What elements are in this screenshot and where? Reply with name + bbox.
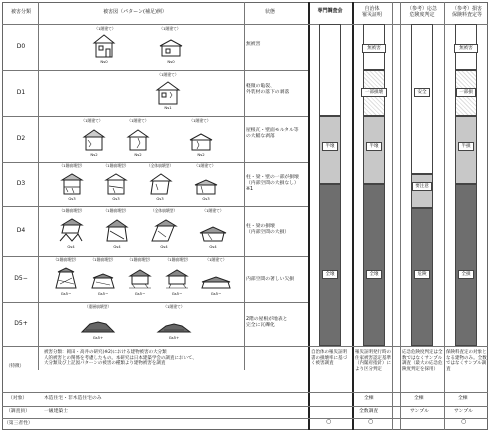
house-sub: Gs4: [160, 244, 168, 249]
house-caption: （1階建て）: [163, 304, 185, 309]
emergency-label-caution: 要注意: [412, 182, 432, 191]
row-label-d5-plus: D5+: [14, 319, 28, 327]
insurance-label-partial: 一部損: [456, 88, 476, 97]
footer-third-municipal: ○: [368, 418, 374, 425]
status-d5-plus: 2階の屋根が地表と 完全に瓦礫化: [246, 317, 288, 328]
house-caption: （2階崩壊型）: [59, 208, 85, 213]
house-heavy-damage-icon: [104, 172, 128, 196]
house-severe-damage-icon: [104, 217, 130, 243]
municipal-label-half: 半壊: [366, 142, 382, 151]
house-sub: Ns2: [90, 152, 98, 157]
house-rubble-icon: [80, 318, 116, 334]
emergency-label-safe: 安全: [414, 88, 430, 97]
footer-target-label: （対象）: [8, 396, 28, 401]
footer-survey-insurance: サンプル: [454, 409, 473, 414]
footer-survey-label: （調査員）: [6, 409, 30, 414]
row-label-d4: D4: [16, 226, 26, 234]
house-caption: （1階崩壊型）: [90, 257, 116, 262]
house-heavy-damage-icon: [60, 172, 84, 196]
house-sub: Gs5−: [97, 291, 109, 296]
house-collapse-icon: [164, 268, 190, 290]
house-caption: （1階崩壊型）: [103, 163, 129, 168]
header-status: 状態: [264, 9, 275, 16]
municipal-label-none: 無被害: [362, 44, 386, 53]
footer-target-value: 木造住宅・非木造住宅のみ: [44, 396, 102, 401]
house-caption: （1階建て）: [194, 163, 216, 168]
insurance-label-full: 全損: [458, 270, 474, 279]
house-moderate-damage-icon: [126, 128, 150, 152]
house-sub: Gs4: [67, 244, 75, 249]
house-caption: （1階崩壊型）: [103, 208, 129, 213]
row-label-d3: D3: [16, 179, 26, 187]
footer-third-insurance: ○: [461, 418, 467, 425]
insurance-label-half: 半損: [458, 142, 474, 151]
house-collapse-icon: [127, 268, 153, 290]
house-sub: Ns2: [197, 152, 205, 157]
expert-band-none: [319, 24, 341, 116]
expert-band-full: [319, 184, 341, 346]
house-caption: （1階建て）: [202, 208, 224, 213]
house-collapse-icon: [200, 276, 232, 290]
emergency-label-danger: 危険: [414, 270, 430, 279]
house-caption: （全体崩壊型）: [146, 163, 174, 168]
header-damage-class: 被害分類: [10, 9, 31, 16]
house-sub: Gs3: [112, 196, 120, 201]
house-caption: （1階建て）: [189, 118, 211, 123]
house-moderate-damage-icon: [188, 132, 214, 152]
house-sub: Gs4: [209, 244, 217, 249]
house-caption: （1階崩壊型）: [165, 257, 191, 262]
municipal-label-full: 全壊: [366, 270, 382, 279]
header-expert: 専門調査会: [317, 8, 343, 15]
footer-target-emergency: 全棟: [414, 396, 424, 401]
house-sub: Gs3: [68, 196, 76, 201]
row-label-d2: D2: [16, 134, 26, 142]
footer-third-expert: ○: [326, 418, 332, 425]
house-intact-icon: [92, 33, 116, 59]
house-light-damage-icon: [155, 80, 181, 106]
house-sub: Gs3: [202, 196, 210, 201]
house-sub: Gs5−: [60, 291, 72, 296]
house-severe-damage-icon: [198, 225, 228, 243]
footer-target-insurance: 全棟: [458, 396, 468, 401]
house-caption: （重層崩壊型）: [84, 304, 112, 309]
house-sub: Ns1: [164, 105, 172, 110]
house-heavy-damage-icon: [148, 172, 172, 196]
municipal-band-full: [363, 184, 385, 346]
house-sub: Gs5+: [92, 335, 104, 340]
house-caption: （2階崩壊型）: [53, 257, 79, 262]
footer-survey-value: 一級建築士: [44, 409, 68, 414]
house-caption: （1階崩壊型）: [127, 257, 153, 262]
house-caption: （1階建て）: [205, 257, 227, 262]
emergency-band-caution: [411, 174, 433, 208]
house-caption: （1階建て）: [159, 26, 181, 31]
house-sub: Gs5+: [168, 335, 180, 340]
house-collapse-icon: [90, 272, 116, 290]
status-d5-minus: 内部空間の著しい欠損: [246, 277, 294, 282]
features-municipal: 罹災証明発行時の住家被害認定基準（内閣府指針）により区分判定: [355, 350, 391, 372]
insurance-label-none: 無被害: [454, 44, 478, 53]
emergency-band-safe: [411, 24, 433, 174]
insurance-band-full: [455, 184, 477, 346]
expert-label-full: 全壊: [322, 270, 338, 279]
house-sub: Gs3: [156, 196, 164, 201]
house-intact-icon: [158, 38, 184, 58]
status-d0: 無被害: [246, 42, 261, 47]
expert-label-half: 半壊: [322, 142, 338, 151]
features-emergency: 応急危険度判定は全数ではなくサンプル調査（最大の応急危険度判定を採用）: [402, 350, 443, 372]
house-sub: Gs5−: [171, 291, 183, 296]
row-label-d0: D0: [16, 42, 26, 50]
house-caption: （1階建て）: [81, 118, 103, 123]
house-severe-damage-icon: [150, 217, 178, 243]
row-label-d1: D1: [16, 88, 26, 96]
footer-survey-municipal: 全数調査: [359, 409, 379, 414]
house-severe-damage-icon: [58, 217, 84, 243]
house-caption: （1階建て）: [157, 72, 179, 77]
house-sub: Gs5−: [210, 291, 222, 296]
house-sub: Ns0: [100, 59, 108, 64]
house-caption: （全体崩壊型）: [150, 208, 178, 213]
header-ref-insurance: （参考）損害 保険料査定等: [451, 6, 482, 18]
house-caption: （1階崩壊型）: [59, 163, 85, 168]
features-expert: 自治体の罹災証明書の損壊率に基づく被害調査: [311, 350, 347, 367]
status-d1: 軽微の亀裂、 外装材の落下の剥落: [246, 84, 290, 95]
status-d3: 柱・梁・壁の一部が損壊 （内部空間の大損なし） ※1: [246, 175, 299, 192]
house-caption: （1階建て）: [94, 26, 116, 31]
house-caption: （1階建て）: [127, 118, 149, 123]
house-moderate-damage-icon: [82, 128, 106, 152]
status-d4: 柱・梁の損壊 （内部空間の大損）: [246, 224, 290, 235]
house-sub: Ns2: [134, 152, 142, 157]
header-ref-emergency: （参考）応急 危険度判定: [406, 6, 437, 18]
features-main: 被害分類：岡田・高井の研究(※2)における建物被害の大分類 人的被害との関係を考慮したもの。本研究は日本建築学会の調査において、 大分類及び上記図パターンの被害の種類より建物被害を調査: [44, 350, 197, 367]
house-sub: Gs5−: [134, 291, 146, 296]
house-rubble-icon: [156, 320, 192, 334]
house-collapse-icon: [54, 266, 78, 290]
features-label: （特徴）: [6, 364, 24, 369]
features-insurance: 保険料査定の対象となる建物のみ。全数ではなくサンプル調査: [446, 350, 487, 372]
footer-survey-emergency: サンプル: [410, 409, 429, 414]
header-diagram: 被害図（パターン(補足)例）: [103, 9, 167, 16]
status-d2: 屋根瓦・壁面モルタル等 の大幅な剥落: [246, 128, 299, 139]
footer-third-label: （第三者性）: [4, 421, 33, 426]
house-sub: Ns0: [167, 59, 175, 64]
municipal-label-partial: 一部損壊: [361, 88, 387, 97]
house-heavy-damage-icon: [193, 178, 219, 196]
header-municipal: 自治体 罹災証明: [361, 6, 382, 18]
house-sub: Gs4: [113, 244, 121, 249]
footer-target-municipal: 全棟: [364, 396, 374, 401]
row-label-d5-minus: D5−: [14, 274, 28, 282]
